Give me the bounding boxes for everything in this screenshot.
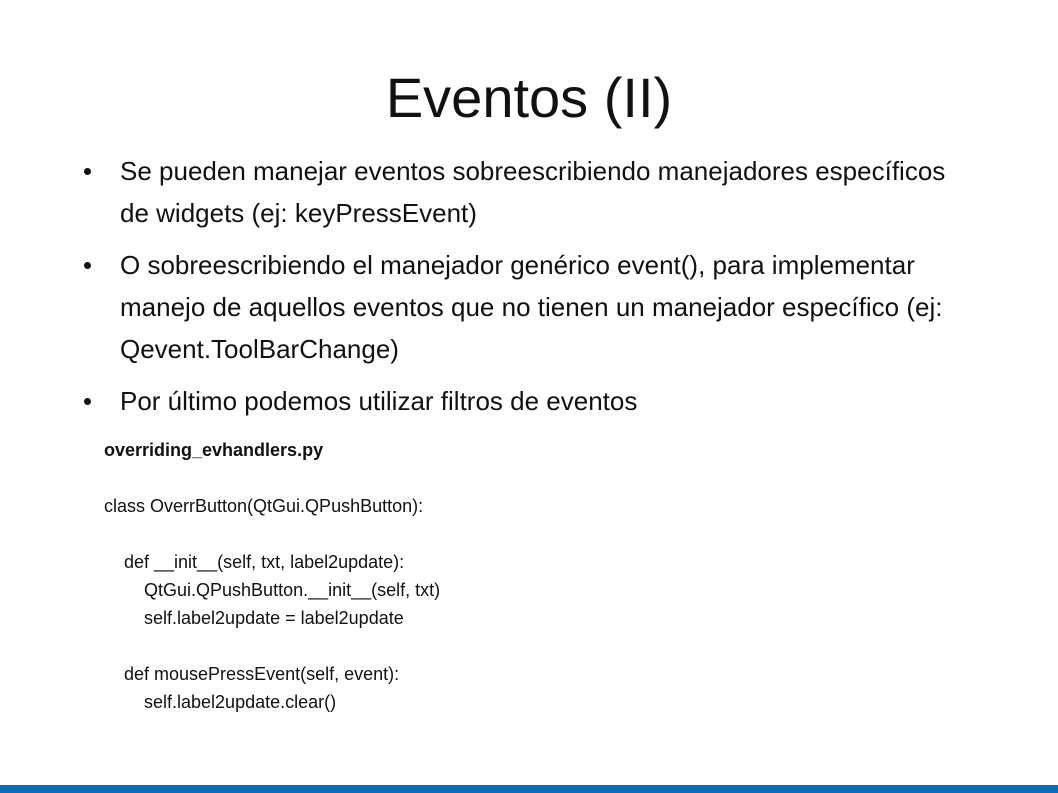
code-block <box>104 436 704 716</box>
slide-title: Eventos (II) <box>385 66 673 129</box>
bullet-item <box>80 380 980 422</box>
bullet-item <box>80 150 980 234</box>
code-line: QtGui.QPushButton.__init__(self, txt) <box>104 580 441 600</box>
bullet-item <box>80 244 980 370</box>
bullet-dot-icon <box>84 398 91 405</box>
code-line: self.label2update.clear() <box>104 692 337 712</box>
bullet-dot-icon <box>84 262 91 269</box>
code-line: class OverrButton(QtGui.QPushButton): <box>104 496 424 516</box>
bullet-text: O sobreescribiendo el manejador genérico event(), para implementar manejo de aquellos eventos que no tienen un manejador específico (ej: Qevent.ToolBarChange) <box>120 250 943 364</box>
bullet-dot-icon <box>84 168 91 175</box>
code-filename: overriding_evhandlers.py <box>104 440 324 460</box>
bullet-list <box>80 150 980 432</box>
code-line: def mousePressEvent(self, event): <box>104 664 400 684</box>
bullet-text: Se pueden manejar eventos sobreescribiendo manejadores específicos de widgets (ej: keyPressEvent) <box>120 156 946 228</box>
bullet-text: Por último podemos utilizar filtros de eventos <box>120 386 638 416</box>
footer-accent-bar <box>0 785 1058 793</box>
code-line: def __init__(self, txt, label2update): <box>104 552 405 572</box>
code-line: self.label2update = label2update <box>104 608 404 628</box>
